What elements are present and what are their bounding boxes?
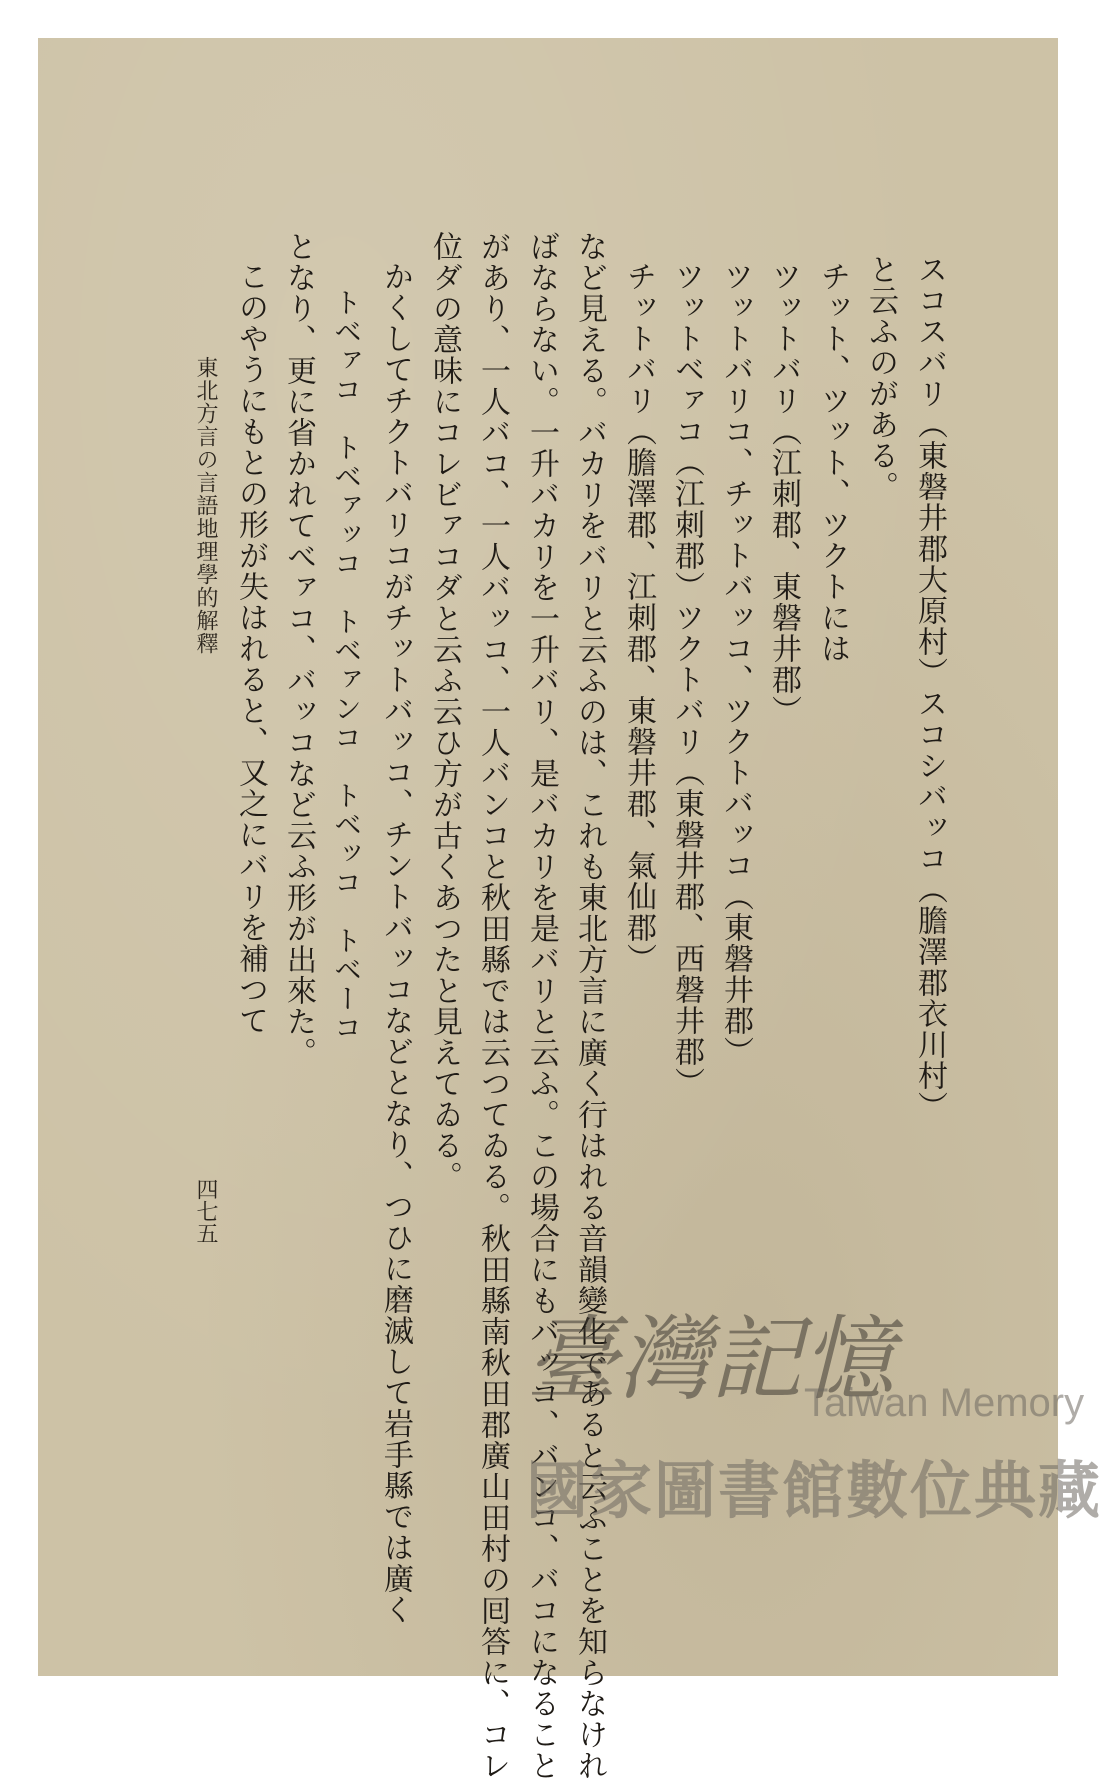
watermark-org: 國家圖書館數位典藏: [526, 1454, 1103, 1527]
text-line-7: チットバリ（膽澤郡、江刺郡、東磐井郡、氣仙郡）: [621, 261, 656, 974]
text-line-15: このやうにもとの形が失はれると、又之にバリを補つて: [233, 261, 268, 1036]
text-line-6: ツットベァコ（江刺郡）ツクトバリ（東磐井郡、西磐井郡）: [669, 261, 704, 1098]
text-line-8: など見える。バカリをバリと云ふのは、これも東北方言に廣く行はれる音韻變化であると云ふことを知らなけれ: [572, 231, 607, 1781]
page-number: 四七五: [193, 1178, 218, 1244]
text-line-11: 位ダの意味にコレビァコダと云ふ云ひ方が古くあつたと見えてゐる。: [427, 231, 462, 1192]
text-line-13: トベァコ トベァッコ トベァンコ トベッコ トベーコ: [330, 288, 363, 1042]
text-line-10: があり、一人バコ、一人バッコ、一人バンコと秋田縣では云つてゐる。秋田縣南秋田郡廣山田村の囘答に、コレ: [475, 231, 510, 1781]
text-line-3: チット、ツット、ツクトには: [815, 261, 850, 664]
watermark-cjk: 臺灣記憶: [526, 1306, 895, 1413]
book-page: [38, 38, 1103, 1781]
text-line-14: となり、更に省かれてべァコ、バッコなど云ふ形が出來た。: [281, 231, 316, 1068]
text-line-4: ツットバリ（江刺郡、東磐井郡）: [766, 261, 801, 726]
text-line-1: スコスバリ（東磐井郡大原村）スコシバッコ（膽澤郡衣川村）: [912, 254, 947, 1122]
running-title: 東北方言の言語地理學的解釋: [193, 356, 218, 655]
text-line-12: かくしてチクトバリコがチットバッコ、チントバッコなどとなり、つひに磨滅して岩手縣では廣く: [378, 261, 413, 1625]
text-line-9: ばならない。一升バカリを一升バリ、是バカリを是バリと云ふ。この場合にもバッコ、バンコ、バコになること: [524, 231, 559, 1781]
text-line-2: と云ふのがある。: [863, 254, 898, 502]
text-line-5: ツットバリコ、チットバッコ、ツクトバッコ（東磐井郡）: [718, 261, 753, 1067]
watermark-english: Taiwan Memory: [804, 1381, 1085, 1425]
